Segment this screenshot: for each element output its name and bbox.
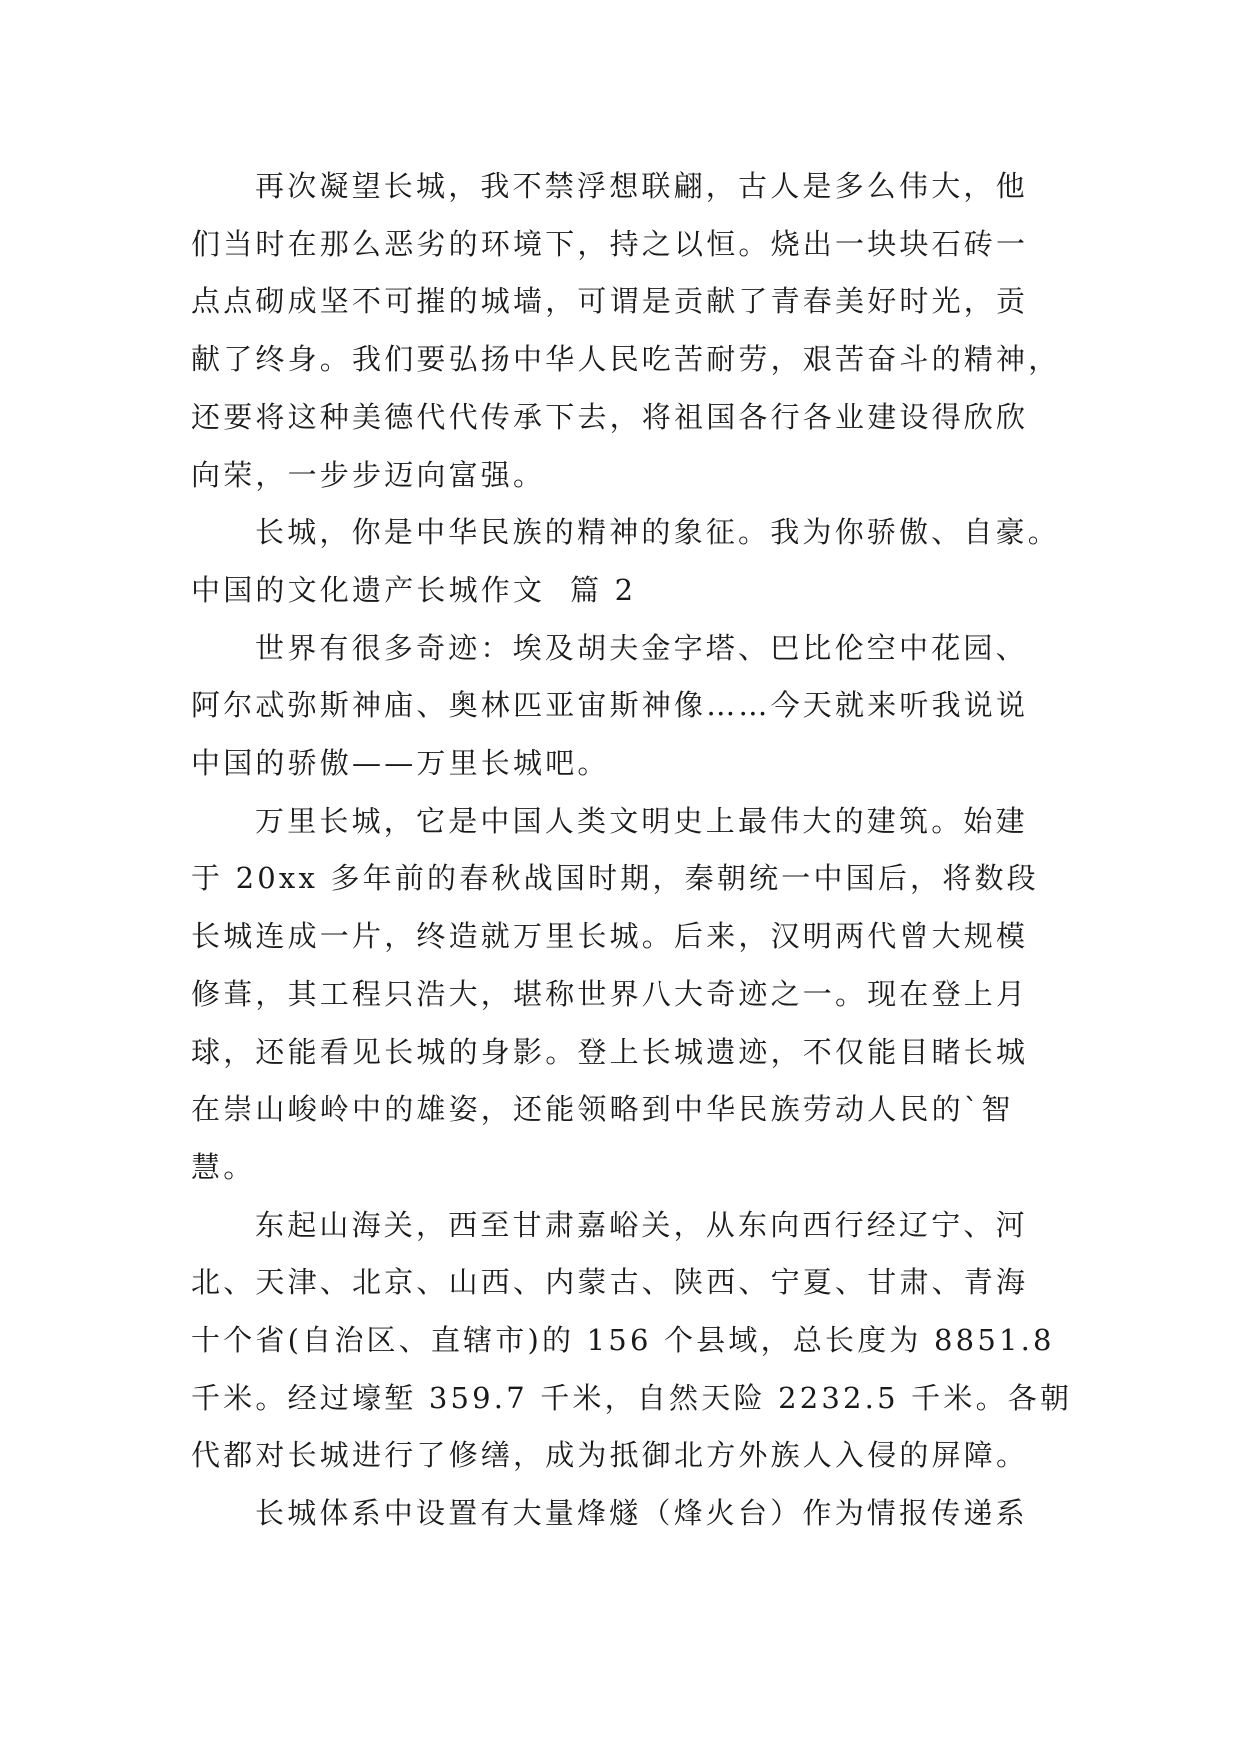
section-heading-text: 中国的文化遗产长城作文 篇 2 [191, 572, 637, 607]
text-line: 千米。经过壕堑 359.7 千米，自然天险 2232.5 千米。各朝 [191, 1380, 1073, 1415]
text-line: 中国的骄傲——万里长城吧。 [191, 746, 610, 781]
text-line: 长城连成一片，终造就万里长城。后来，汉明两代曾大规模 [191, 919, 1029, 954]
text-line: 北、天津、北京、山西、内蒙古、陕西、宁夏、甘肃、青海 [191, 1265, 1029, 1300]
text-line: 长城体系中设置有大量烽燧（烽火台）作为情报传递系 [255, 1496, 1028, 1531]
section-heading [191, 562, 1071, 620]
text-line: 于 20xx 多年前的春秋战国时期，秦朝统一中国后，将数段 [191, 861, 1039, 896]
paragraph-6 [191, 1485, 1071, 1543]
text-line: 在崇山峻岭中的雄姿，还能领略到中华民族劳动人民的`智 [191, 1092, 1014, 1127]
text-line: 阿尔忒弥斯神庙、奥林匹亚宙斯神像……今天就来听我说说 [191, 688, 1029, 723]
text-line: 献了终身。我们要弘扬中华人民吃苦耐劳，艰苦奋斗的精神， [191, 342, 1061, 377]
text-line: 修葺，其工程只浩大，堪称世界八大奇迹之一。现在登上月 [191, 976, 1029, 1011]
text-line: 还要将这种美德代代传承下去，将祖国各行各业建设得欣欣 [191, 399, 1029, 434]
text-line: 十个省(自治区、直辖市)的 156 个县域，总长度为 8851.8 [191, 1323, 1055, 1358]
text-line: 向荣，一步步迈向富强。 [191, 457, 546, 492]
document-body [191, 158, 1071, 1543]
text-line: 慧。 [191, 1149, 256, 1184]
text-line: 长城，你是中华民族的精神的象征。我为你骄傲、自豪。 [255, 515, 1061, 550]
text-line: 世界有很多奇迹：埃及胡夫金字塔、巴比伦空中花园、 [255, 630, 1028, 665]
paragraph-2 [191, 504, 1071, 562]
paragraph-3 [191, 620, 1071, 793]
text-line: 再次凝望长城，我不禁浮想联翩，古人是多么伟大，他 [255, 169, 1028, 203]
text-line: 们当时在那么恶劣的环境下，持之以恒。烧出一块块石砖一 [191, 226, 1029, 261]
text-line: 点点砌成坚不可摧的城墙，可谓是贡献了青春美好时光，贡 [191, 284, 1029, 319]
paragraph-1 [191, 158, 1071, 504]
paragraph-4 [191, 793, 1071, 1197]
text-line: 球，还能看见长城的身影。登上长城遗迹，不仅能目睹长城 [191, 1034, 1029, 1069]
text-line: 东起山海关，西至甘肃嘉峪关，从东向西行经辽宁、河 [255, 1207, 1028, 1242]
text-line: 万里长城，它是中国人类文明史上最伟大的建筑。始建 [255, 803, 1028, 838]
text-line: 代都对长城进行了修缮，成为抵御北方外族人入侵的屏障。 [191, 1438, 1029, 1473]
paragraph-5 [191, 1197, 1071, 1486]
